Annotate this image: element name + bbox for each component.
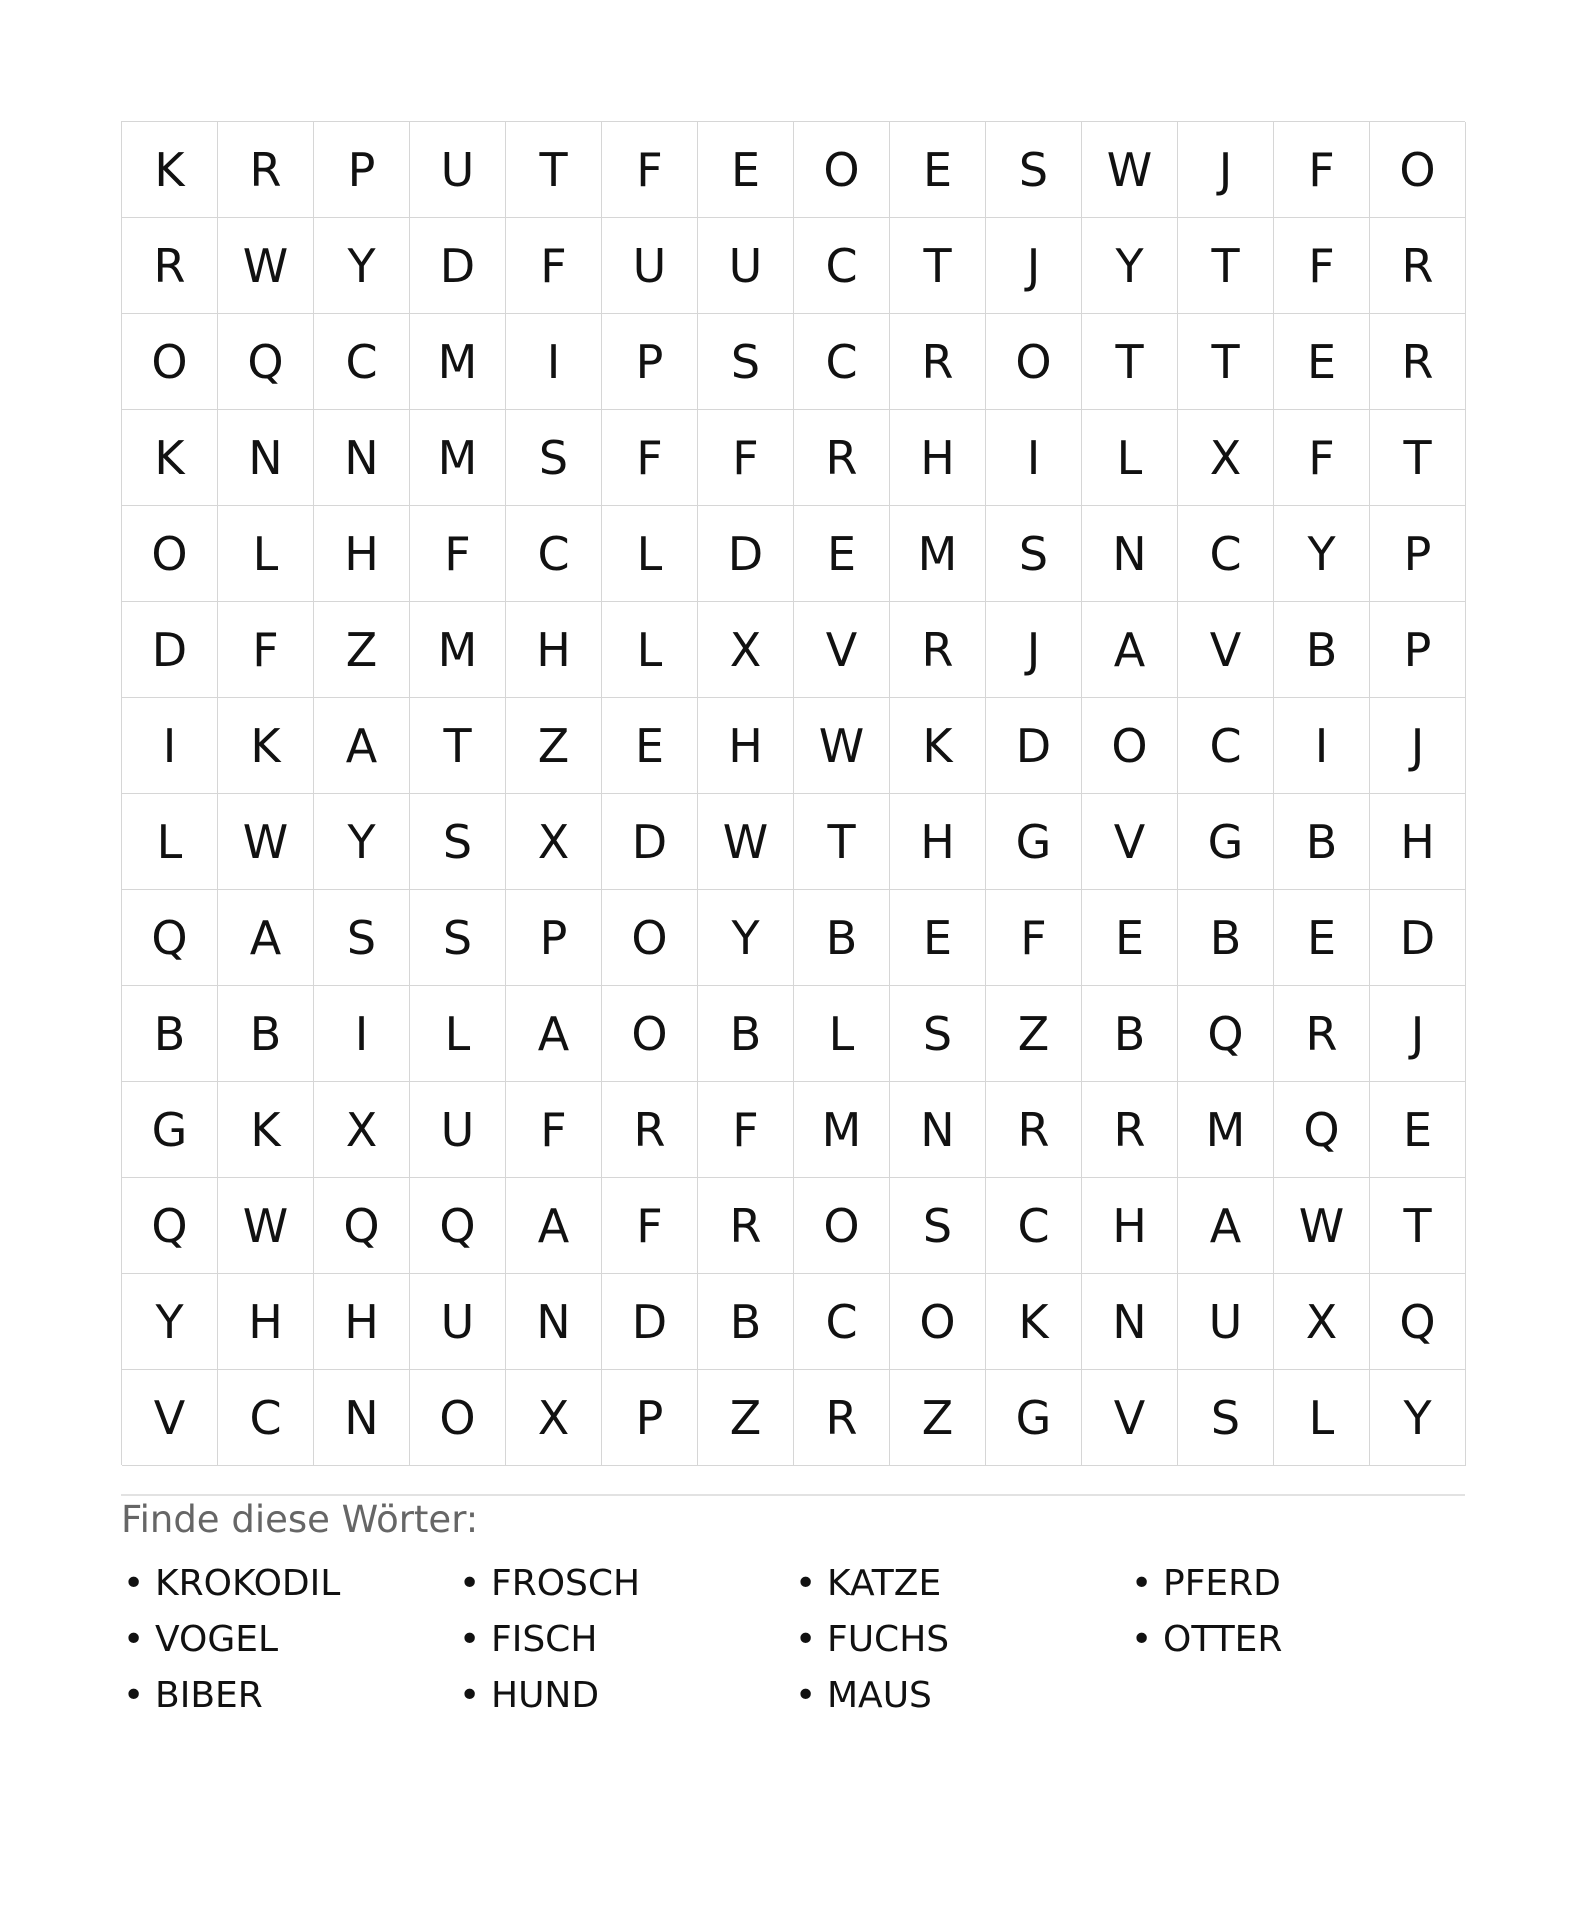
grid-cell[interactable]: T [794, 794, 890, 890]
grid-cell[interactable]: B [218, 986, 314, 1082]
word-list-item [457, 1667, 793, 1723]
grid-cell[interactable]: W [698, 794, 794, 890]
grid-cell[interactable]: S [890, 1178, 986, 1274]
word-label: KATZE [827, 1562, 942, 1604]
grid-cell[interactable]: O [602, 890, 698, 986]
grid-cell[interactable]: B [1178, 890, 1274, 986]
grid-cell[interactable]: F [410, 506, 506, 602]
grid-cell[interactable]: Q [1178, 986, 1274, 1082]
grid-cell[interactable]: C [1178, 506, 1274, 602]
bullet-icon: • [795, 1674, 817, 1716]
grid-cell[interactable]: P [602, 1370, 698, 1466]
grid-cell[interactable]: S [698, 314, 794, 410]
grid-cell[interactable]: E [602, 698, 698, 794]
grid-cell[interactable]: F [1274, 122, 1370, 218]
grid-cell[interactable]: E [890, 122, 986, 218]
word-label: VOGEL [155, 1618, 279, 1660]
grid-cell[interactable]: S [890, 986, 986, 1082]
grid-cell[interactable]: N [1082, 506, 1178, 602]
word-list-item [793, 1555, 1129, 1611]
word-list-item [121, 1611, 457, 1667]
grid-cell[interactable]: B [1274, 794, 1370, 890]
grid-cell[interactable]: A [506, 1178, 602, 1274]
grid-cell[interactable]: E [1082, 890, 1178, 986]
grid-cell[interactable]: O [1082, 698, 1178, 794]
grid-cell[interactable]: L [1082, 410, 1178, 506]
grid-cell[interactable]: O [1370, 122, 1466, 218]
grid-cell[interactable]: P [314, 122, 410, 218]
grid-cell[interactable]: S [986, 506, 1082, 602]
grid-cell[interactable]: D [986, 698, 1082, 794]
grid-cell[interactable]: W [218, 218, 314, 314]
grid-cell[interactable]: M [794, 1082, 890, 1178]
grid-cell[interactable]: V [1082, 1370, 1178, 1466]
grid-cell[interactable]: O [122, 314, 218, 410]
grid-cell[interactable]: M [890, 506, 986, 602]
grid-cell[interactable]: L [794, 986, 890, 1082]
grid-cell[interactable]: F [602, 122, 698, 218]
grid-cell[interactable]: D [410, 218, 506, 314]
grid-cell[interactable]: L [122, 794, 218, 890]
grid-cell[interactable]: Q [1370, 1274, 1466, 1370]
grid-cell[interactable]: H [890, 794, 986, 890]
grid-cell[interactable]: B [1274, 602, 1370, 698]
grid-cell[interactable]: R [794, 1370, 890, 1466]
word-label: FISCH [491, 1618, 598, 1660]
grid-cell[interactable]: Z [506, 698, 602, 794]
bullet-icon: • [795, 1562, 817, 1604]
grid-cell[interactable]: O [410, 1370, 506, 1466]
grid-cell[interactable]: Q [122, 1178, 218, 1274]
grid-cell[interactable]: T [410, 698, 506, 794]
grid-cell[interactable]: U [410, 1274, 506, 1370]
grid-cell[interactable]: U [698, 218, 794, 314]
grid-cell[interactable]: B [122, 986, 218, 1082]
grid-cell[interactable]: R [1082, 1082, 1178, 1178]
word-list-item [1129, 1611, 1465, 1667]
grid-cell[interactable]: X [1178, 410, 1274, 506]
grid-cell[interactable]: W [1274, 1178, 1370, 1274]
grid-cell[interactable]: Y [1082, 218, 1178, 314]
grid-cell[interactable]: H [1370, 794, 1466, 890]
grid-cell[interactable]: Q [218, 314, 314, 410]
grid-cell[interactable]: I [122, 698, 218, 794]
bullet-icon: • [459, 1562, 481, 1604]
grid-cell[interactable]: N [314, 410, 410, 506]
grid-cell[interactable]: H [506, 602, 602, 698]
grid-cell[interactable]: Z [698, 1370, 794, 1466]
word-list-item [1129, 1555, 1465, 1611]
grid-cell[interactable]: J [986, 218, 1082, 314]
grid-cell[interactable]: K [218, 1082, 314, 1178]
grid-cell[interactable]: U [1178, 1274, 1274, 1370]
grid-cell[interactable]: M [410, 602, 506, 698]
grid-cell[interactable]: R [218, 122, 314, 218]
letter-grid [121, 121, 1465, 1465]
bullet-icon: • [1131, 1618, 1153, 1660]
word-list-title: Finde diese Wörter: [121, 1498, 479, 1541]
grid-cell[interactable]: H [698, 698, 794, 794]
divider [121, 1494, 1465, 1496]
grid-cell[interactable]: Y [1370, 1370, 1466, 1466]
grid-cell[interactable]: O [602, 986, 698, 1082]
grid-cell[interactable]: N [506, 1274, 602, 1370]
grid-cell[interactable]: E [1370, 1082, 1466, 1178]
grid-cell[interactable]: O [122, 506, 218, 602]
grid-cell[interactable]: X [1274, 1274, 1370, 1370]
grid-cell[interactable]: B [1082, 986, 1178, 1082]
grid-cell[interactable]: A [1082, 602, 1178, 698]
bullet-icon: • [795, 1618, 817, 1660]
grid-cell[interactable]: T [890, 218, 986, 314]
grid-cell[interactable]: E [1274, 314, 1370, 410]
grid-cell[interactable]: W [218, 794, 314, 890]
grid-cell[interactable]: S [314, 890, 410, 986]
grid-cell[interactable]: Y [314, 218, 410, 314]
word-list-item [121, 1667, 457, 1723]
word-label: KROKODIL [155, 1562, 341, 1604]
grid-cell[interactable]: Y [1274, 506, 1370, 602]
grid-cell[interactable]: E [890, 890, 986, 986]
grid-cell[interactable]: B [698, 1274, 794, 1370]
grid-cell[interactable]: O [986, 314, 1082, 410]
grid-cell[interactable]: H [314, 506, 410, 602]
grid-cell[interactable]: Z [890, 1370, 986, 1466]
grid-cell[interactable]: I [986, 410, 1082, 506]
grid-cell[interactable]: J [986, 602, 1082, 698]
grid-cell[interactable]: R [1274, 986, 1370, 1082]
grid-cell[interactable]: C [986, 1178, 1082, 1274]
grid-cell[interactable]: R [602, 1082, 698, 1178]
word-list-item [793, 1611, 1129, 1667]
grid-cell[interactable]: J [1178, 122, 1274, 218]
grid-cell[interactable]: O [794, 122, 890, 218]
grid-cell[interactable]: C [794, 218, 890, 314]
grid-cell[interactable]: Q [1274, 1082, 1370, 1178]
grid-cell[interactable]: K [986, 1274, 1082, 1370]
grid-cell[interactable]: F [602, 410, 698, 506]
grid-cell[interactable]: S [506, 410, 602, 506]
grid-cell[interactable]: D [602, 794, 698, 890]
bullet-icon: • [123, 1674, 145, 1716]
grid-cell[interactable]: T [1178, 218, 1274, 314]
grid-cell[interactable]: F [698, 1082, 794, 1178]
grid-cell[interactable]: F [1274, 410, 1370, 506]
grid-cell[interactable]: S [986, 122, 1082, 218]
grid-cell[interactable]: S [1178, 1370, 1274, 1466]
word-list [121, 1555, 1465, 1723]
grid-cell[interactable]: A [218, 890, 314, 986]
grid-cell[interactable]: Q [122, 890, 218, 986]
grid-cell[interactable]: C [314, 314, 410, 410]
grid-cell[interactable]: L [602, 602, 698, 698]
grid-cell[interactable]: I [506, 314, 602, 410]
grid-cell[interactable]: F [1274, 218, 1370, 314]
grid-cell[interactable]: Z [986, 986, 1082, 1082]
word-list-item [457, 1555, 793, 1611]
grid-cell[interactable]: G [986, 1370, 1082, 1466]
grid-cell[interactable]: I [1274, 698, 1370, 794]
word-label: FUCHS [827, 1618, 950, 1660]
grid-cell[interactable]: C [506, 506, 602, 602]
grid-cell[interactable]: M [410, 314, 506, 410]
grid-cell[interactable]: F [602, 1178, 698, 1274]
bullet-icon: • [123, 1562, 145, 1604]
grid-cell[interactable]: B [794, 890, 890, 986]
grid-cell[interactable]: N [890, 1082, 986, 1178]
grid-cell[interactable]: I [314, 986, 410, 1082]
grid-cell[interactable]: F [506, 218, 602, 314]
grid-cell[interactable]: H [218, 1274, 314, 1370]
grid-cell[interactable]: R [890, 314, 986, 410]
grid-cell[interactable]: D [698, 506, 794, 602]
grid-cell[interactable]: J [1370, 698, 1466, 794]
grid-cell[interactable]: V [1178, 602, 1274, 698]
grid-cell[interactable]: T [1370, 1178, 1466, 1274]
grid-cell[interactable]: F [218, 602, 314, 698]
grid-cell[interactable]: D [122, 602, 218, 698]
bullet-icon: • [1131, 1562, 1153, 1604]
grid-cell[interactable]: R [1370, 218, 1466, 314]
grid-cell[interactable]: A [314, 698, 410, 794]
grid-cell[interactable]: D [602, 1274, 698, 1370]
grid-cell[interactable]: Y [314, 794, 410, 890]
grid-cell[interactable]: N [1082, 1274, 1178, 1370]
grid-cell[interactable]: J [1370, 986, 1466, 1082]
bullet-icon: • [123, 1618, 145, 1660]
grid-cell[interactable]: L [410, 986, 506, 1082]
grid-cell[interactable]: G [1178, 794, 1274, 890]
grid-cell[interactable]: X [506, 794, 602, 890]
grid-cell[interactable]: T [1370, 410, 1466, 506]
grid-cell[interactable]: R [122, 218, 218, 314]
grid-cell[interactable]: F [698, 410, 794, 506]
grid-cell[interactable]: C [794, 314, 890, 410]
grid-cell[interactable]: G [122, 1082, 218, 1178]
grid-cell[interactable]: S [410, 890, 506, 986]
grid-cell[interactable]: O [890, 1274, 986, 1370]
grid-cell[interactable]: P [506, 890, 602, 986]
grid-cell[interactable]: K [890, 698, 986, 794]
grid-cell[interactable]: L [1274, 1370, 1370, 1466]
word-list-item [793, 1667, 1129, 1723]
grid-cell[interactable]: L [602, 506, 698, 602]
grid-cell[interactable]: V [1082, 794, 1178, 890]
grid-cell[interactable]: W [218, 1178, 314, 1274]
grid-cell[interactable]: X [698, 602, 794, 698]
grid-cell[interactable]: R [794, 410, 890, 506]
grid-cell[interactable]: R [890, 602, 986, 698]
grid-cell[interactable]: D [1370, 890, 1466, 986]
grid-cell[interactable]: R [1370, 314, 1466, 410]
grid-cell[interactable]: E [698, 122, 794, 218]
grid-cell[interactable]: T [1082, 314, 1178, 410]
grid-cell[interactable]: U [602, 218, 698, 314]
grid-cell[interactable]: Q [314, 1178, 410, 1274]
grid-cell[interactable]: Z [314, 602, 410, 698]
word-label: PFERD [1163, 1562, 1281, 1604]
grid-cell[interactable]: R [698, 1178, 794, 1274]
grid-cell[interactable]: T [1178, 314, 1274, 410]
grid-cell[interactable]: W [1082, 122, 1178, 218]
grid-cell[interactable]: P [1370, 506, 1466, 602]
grid-cell[interactable]: B [698, 986, 794, 1082]
grid-cell[interactable]: X [506, 1370, 602, 1466]
grid-cell[interactable]: L [218, 506, 314, 602]
word-label: HUND [491, 1674, 600, 1716]
grid-cell[interactable]: K [218, 698, 314, 794]
word-label: OTTER [1163, 1618, 1283, 1660]
grid-cell[interactable]: N [218, 410, 314, 506]
grid-cell[interactable]: A [1178, 1178, 1274, 1274]
grid-cell[interactable]: H [314, 1274, 410, 1370]
grid-cell[interactable]: T [506, 122, 602, 218]
grid-cell[interactable]: O [794, 1178, 890, 1274]
grid-cell[interactable]: A [506, 986, 602, 1082]
grid-cell[interactable]: P [602, 314, 698, 410]
word-list-item [457, 1611, 793, 1667]
grid-cell[interactable]: V [122, 1370, 218, 1466]
grid-cell[interactable]: H [1082, 1178, 1178, 1274]
grid-cell[interactable]: Y [698, 890, 794, 986]
word-list-item [121, 1555, 457, 1611]
grid-cell[interactable]: M [1178, 1082, 1274, 1178]
bullet-icon: • [459, 1618, 481, 1660]
grid-cell[interactable]: F [506, 1082, 602, 1178]
grid-cell[interactable]: S [410, 794, 506, 890]
word-label: FROSCH [491, 1562, 641, 1604]
grid-cell[interactable]: R [986, 1082, 1082, 1178]
grid-cell[interactable]: G [986, 794, 1082, 890]
grid-cell[interactable]: Y [122, 1274, 218, 1370]
grid-cell[interactable]: U [410, 1082, 506, 1178]
word-label: BIBER [155, 1674, 263, 1716]
grid-cell[interactable]: P [1370, 602, 1466, 698]
grid-cell[interactable]: C [218, 1370, 314, 1466]
grid-cell[interactable]: E [1274, 890, 1370, 986]
grid-cell[interactable]: M [410, 410, 506, 506]
grid-cell[interactable]: C [794, 1274, 890, 1370]
grid-cell[interactable]: W [794, 698, 890, 794]
grid-cell[interactable]: N [314, 1370, 410, 1466]
grid-cell[interactable]: X [314, 1082, 410, 1178]
grid-cell[interactable]: F [986, 890, 1082, 986]
grid-cell[interactable]: U [410, 122, 506, 218]
grid-cell[interactable]: K [122, 122, 218, 218]
word-label: MAUS [827, 1674, 932, 1716]
grid-cell[interactable]: Q [410, 1178, 506, 1274]
grid-cell[interactable]: V [794, 602, 890, 698]
grid-cell[interactable]: C [1178, 698, 1274, 794]
grid-cell[interactable]: K [122, 410, 218, 506]
bullet-icon: • [459, 1674, 481, 1716]
grid-cell[interactable]: H [890, 410, 986, 506]
grid-cell[interactable]: E [794, 506, 890, 602]
